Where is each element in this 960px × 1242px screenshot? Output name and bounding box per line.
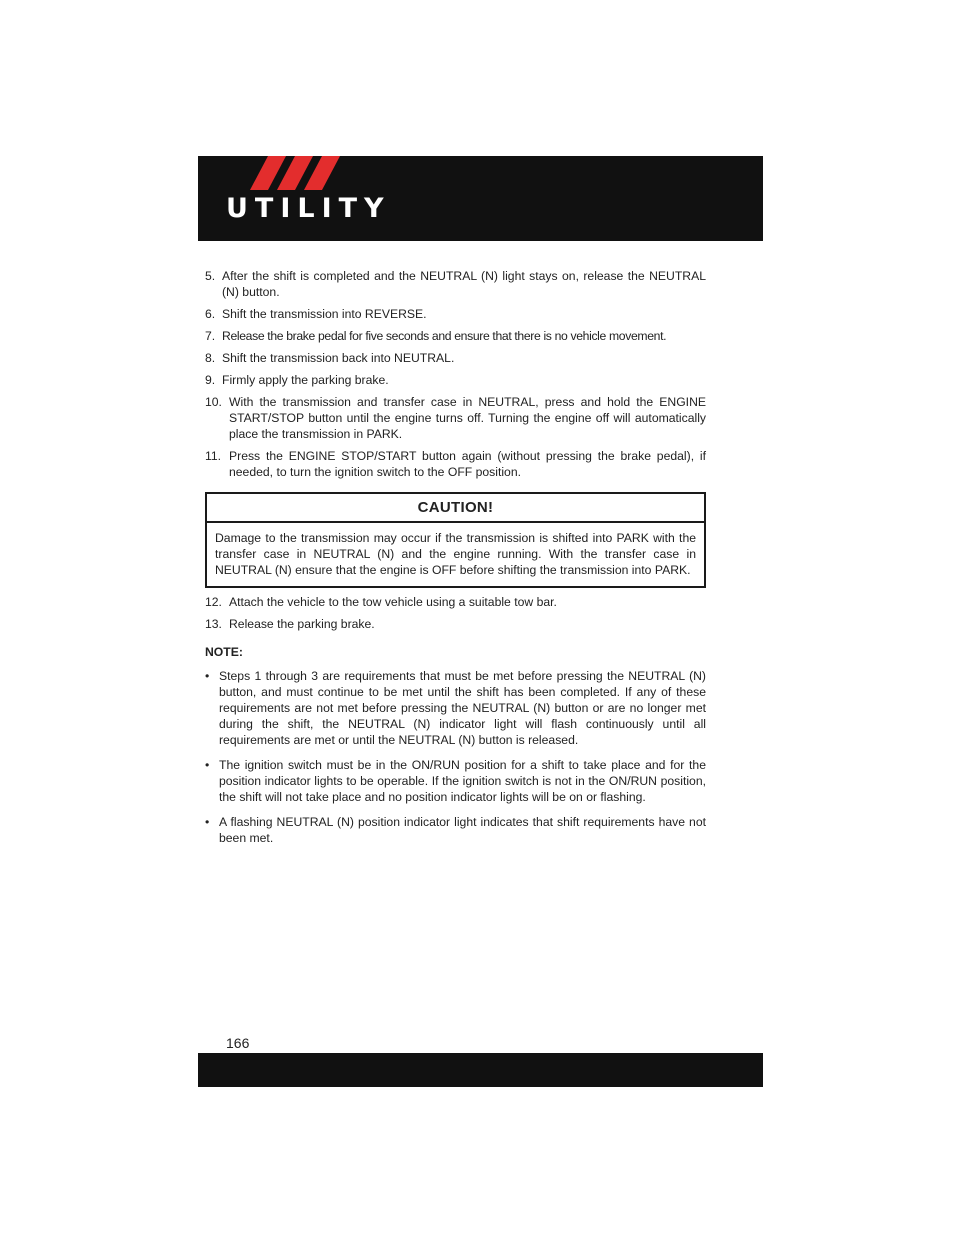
step-number: 5. [205, 269, 216, 283]
step-number: 6. [205, 307, 216, 321]
step-number: 9. [205, 373, 216, 387]
bullet-text: Steps 1 through 3 are requirements that must be met before pressing the NEUTRAL (N) button, and must continue to be met until the shift has been completed. If any of these requirements are not met before pressing the NEUTRAL (N) button or are no longer met during the shift, the NEUTRAL (N) indicator light will flash continuously until all requirements are met or until the NEUTRAL (N) button is released. [219, 669, 706, 747]
step-11 [205, 448, 706, 480]
note-bullet-1 [205, 668, 706, 748]
section-title: UTILITY [226, 193, 391, 224]
note-label: NOTE: [205, 645, 243, 659]
step-12 [205, 594, 706, 610]
step-text: Shift the transmission into REVERSE. [222, 307, 427, 321]
step-5 [205, 268, 706, 300]
bullet-dot: • [205, 669, 210, 683]
step-13 [205, 616, 706, 632]
page-content [205, 268, 706, 855]
step-number: 10. [205, 395, 222, 409]
step-text: Shift the transmission back into NEUTRAL. [222, 351, 455, 365]
step-text: With the transmission and transfer case in NEUTRAL, press and hold the ENGINE START/STOP button until the engine turns off. Turning the engine off will automatically place the transmission in PARK. [229, 395, 706, 441]
step-number: 12. [205, 595, 222, 609]
bullet-dot: • [205, 815, 210, 829]
page-number: 166 [226, 1035, 250, 1051]
bullet-dot: • [205, 758, 210, 772]
step-10 [205, 394, 706, 442]
caution-box [205, 492, 706, 588]
note-bullet-3 [205, 814, 706, 846]
step-number: 7. [205, 329, 216, 343]
section-header-bar [198, 156, 763, 241]
note-bullet-2 [205, 757, 706, 805]
bullet-text: A flashing NEUTRAL (N) position indicator light indicates that shift requirements have not been met. [219, 815, 706, 845]
step-text: Firmly apply the parking brake. [222, 373, 389, 387]
caution-text: Damage to the transmission may occur if the transmission is shifted into PARK with the transfer case in NEUTRAL (N) and the engine running. With the transfer case in NEUTRAL (N) ensure that the engine is OFF before shifting the transmission into PARK. [215, 531, 696, 577]
footer-bar [198, 1053, 763, 1087]
step-text: Release the brake pedal for five seconds and ensure that there is no vehicle movement. [222, 329, 667, 343]
caution-title: CAUTION! [207, 494, 704, 523]
step-9 [205, 372, 706, 388]
step-text: Attach the vehicle to the tow vehicle using a suitable tow bar. [229, 595, 557, 609]
step-8 [205, 350, 706, 366]
step-7 [205, 328, 706, 344]
bullet-text: The ignition switch must be in the ON/RUN position for a shift to take place and for the position indicator lights to be operable. If the ignition switch is not in the ON/RUN position, the shift will not take place and no position indicator lights will be on or flashing. [219, 758, 706, 804]
red-stripes-logo [250, 156, 340, 190]
step-number: 8. [205, 351, 216, 365]
step-text: After the shift is completed and the NEUTRAL (N) light stays on, release the NEUTRAL (N) button. [222, 269, 706, 299]
step-text: Release the parking brake. [229, 617, 375, 631]
step-6 [205, 306, 706, 322]
step-text: Press the ENGINE STOP/START button again (without pressing the brake pedal), if needed, to turn the ignition switch to the OFF position. [229, 449, 706, 479]
step-number: 11. [205, 449, 222, 463]
step-number: 13. [205, 617, 222, 631]
